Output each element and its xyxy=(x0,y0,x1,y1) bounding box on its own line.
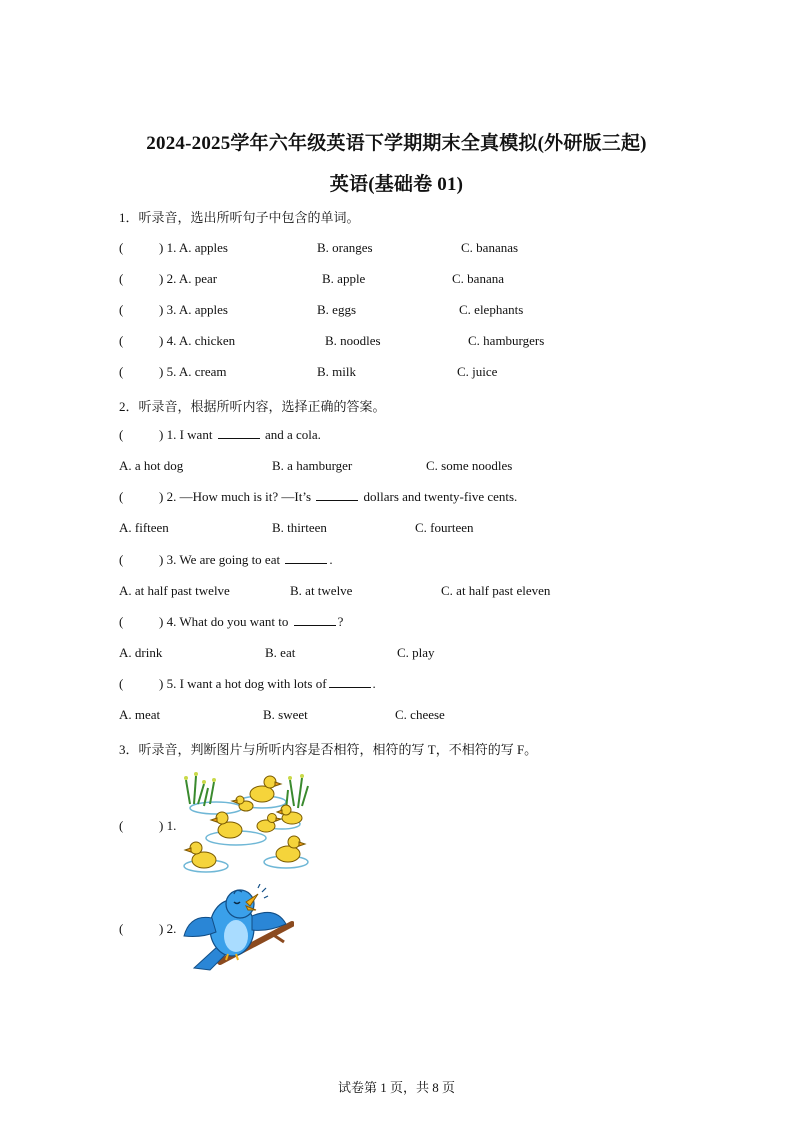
option-c: C. play xyxy=(397,645,435,660)
question-stem: ) 1. A. apples xyxy=(159,240,228,255)
answer-paren[interactable]: ( xyxy=(119,552,124,567)
section3-heading: 3．听录音，判断图片与所听内容是否相符，相符的写 T，不相符的写 F。 xyxy=(119,742,538,757)
option-b: B. apple xyxy=(322,271,366,286)
option-b: B. eat xyxy=(265,645,296,660)
option-b: B. eggs xyxy=(317,302,356,317)
answer-paren[interactable]: ( xyxy=(119,302,124,317)
question-text xyxy=(159,552,333,568)
answer-paren[interactable]: ( xyxy=(119,427,124,442)
option-b: B. oranges xyxy=(317,240,373,255)
exam-title: 2024-2025学年六年级英语下学期期末全真模拟(外研版三起) xyxy=(146,133,647,154)
ducks-in-pond-icon xyxy=(182,766,310,878)
singing-bird-icon xyxy=(180,884,294,972)
option-a: A. fifteen xyxy=(119,520,169,535)
answer-paren[interactable]: ( xyxy=(119,921,124,936)
option-b: B. sweet xyxy=(263,707,308,722)
option-a: A. drink xyxy=(119,645,163,660)
fill-blank xyxy=(316,489,358,501)
option-a: A. a hot dog xyxy=(119,458,184,473)
option-b: B. noodles xyxy=(325,333,381,348)
question-stem: ) 2. A. pear xyxy=(159,271,218,286)
fill-blank xyxy=(218,427,260,439)
question-stem: ) 3. A. apples xyxy=(159,302,228,317)
question-before: ) 1. I want xyxy=(159,427,213,442)
question-after: . xyxy=(329,552,333,567)
option-c: C. fourteen xyxy=(415,520,474,535)
question-after: . xyxy=(372,676,376,691)
option-a: A. at half past twelve xyxy=(119,583,230,598)
option-c: C. banana xyxy=(452,271,504,286)
question-text xyxy=(159,614,343,630)
answer-paren[interactable]: ( xyxy=(119,489,124,504)
question-text xyxy=(159,676,376,692)
option-b: B. a hamburger xyxy=(272,458,353,473)
option-b: B. thirteen xyxy=(272,520,327,535)
question-text xyxy=(159,489,517,505)
option-c: C. some noodles xyxy=(426,458,513,473)
fill-blank xyxy=(285,552,327,564)
option-c: C. bananas xyxy=(461,240,519,255)
section1-heading: 1．听录音，选出所听句子中包含的单词。 xyxy=(119,210,360,225)
question-label: ) 1. xyxy=(159,818,177,833)
option-c: C. elephants xyxy=(459,302,524,317)
answer-paren[interactable]: ( xyxy=(119,818,124,833)
question-after: dollars and twenty-five cents. xyxy=(363,489,518,504)
fill-blank xyxy=(329,676,371,688)
question-before: ) 5. I want a hot dog with lots of xyxy=(159,676,327,691)
question-stem: ) 4. A. chicken xyxy=(159,333,236,348)
answer-paren[interactable]: ( xyxy=(119,676,124,691)
answer-paren[interactable]: ( xyxy=(119,240,124,255)
option-b: B. milk xyxy=(317,364,357,379)
answer-paren[interactable]: ( xyxy=(119,364,124,379)
question-after: and a cola. xyxy=(264,427,321,442)
question-stem: ) 5. A. cream xyxy=(159,364,227,379)
question-after: ? xyxy=(337,614,344,629)
option-c: C. cheese xyxy=(395,707,445,722)
question-before: ) 2. —How much is it? —It’s xyxy=(159,489,312,504)
answer-paren[interactable]: ( xyxy=(119,614,124,629)
exam-subtitle: 英语(基础卷 01) xyxy=(329,174,464,195)
section2-heading: 2．听录音，根据所听内容，选择正确的答案。 xyxy=(119,399,386,414)
question-label: ) 2. xyxy=(159,921,177,936)
option-c: C. juice xyxy=(457,364,498,379)
page-footer: 试卷第 1 页，共 8 页 xyxy=(337,1080,455,1095)
question-text xyxy=(159,427,321,443)
question-before: ) 4. What do you want to xyxy=(159,614,289,629)
option-c: C. hamburgers xyxy=(468,333,545,348)
question-before: ) 3. We are going to eat xyxy=(159,552,281,567)
option-c: C. at half past eleven xyxy=(441,583,551,598)
option-a: A. meat xyxy=(119,707,161,722)
fill-blank xyxy=(294,614,336,626)
option-b: B. at twelve xyxy=(290,583,353,598)
answer-paren[interactable]: ( xyxy=(119,333,124,348)
answer-paren[interactable]: ( xyxy=(119,271,124,286)
